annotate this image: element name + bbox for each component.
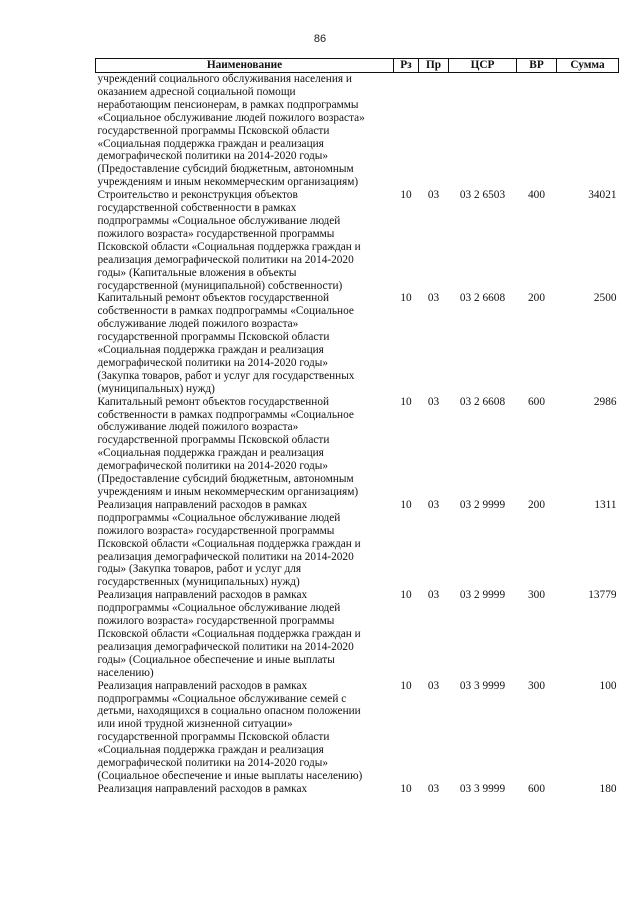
row-rz: 10	[400, 782, 412, 795]
row-csr: 03 3 9999	[459, 782, 506, 795]
row-vr: 600	[528, 395, 545, 408]
row-name: Реализация направлений расходов в рамках подпрограммы «Социальное обслуживание людей пожилого возраста» государственной программы Псковской области «Социальная поддержка граждан и реализация демографической политики на 2014-2020 годы» (Закупка товаров, работ и услуг для государственных (муниципальных) нужд)	[97, 498, 361, 589]
header-csr: ЦСР	[449, 59, 517, 73]
row-pr: 03	[427, 498, 440, 511]
row-vr: 200	[528, 498, 545, 511]
row-rz: 10	[400, 589, 412, 602]
row-sum: 34021	[588, 189, 617, 202]
table-row	[96, 680, 619, 783]
table-row	[96, 292, 619, 395]
row-csr: 03 2 9999	[459, 589, 506, 602]
table-row	[96, 189, 619, 292]
row-pr: 03	[427, 292, 440, 305]
row-name: Строительство и реконструкция объектов государственной собственности в рамках подпрограммы «Социальное обслуживание людей пожилого возраста» государственной программы Псковской области «Социальная поддержка граждан и реализация демографической политики на 2014-2020 годы» (Капитальные вложения в объекты государственной (муниципальной) собственности)	[97, 189, 361, 292]
row-name: Реализация направлений расходов в рамках	[97, 782, 308, 795]
row-rz: 10	[400, 679, 412, 692]
row-sum: 180	[599, 782, 617, 795]
row-vr	[517, 73, 557, 190]
row-rz	[394, 73, 419, 190]
row-pr: 03	[427, 782, 440, 795]
row-name: Капитальный ремонт объектов государственной собственности в рамках подпрограммы «Социальное обслуживание людей пожилого возраста» государственной программы Псковской области «Социальная поддержка граждан и реализация демографической политики на 2014-2020 годы» (Предоставление субсидий бюджетным, автономным учреждениям и иным некоммерческим организациям)	[97, 395, 359, 498]
row-csr: 03 2 6608	[459, 395, 506, 408]
row-rz: 10	[400, 498, 412, 511]
row-csr	[449, 73, 517, 190]
header-name: Наименование	[96, 59, 394, 73]
row-name: Реализация направлений расходов в рамках подпрограммы «Социальное обслуживание людей пожилого возраста» государственной программы Псковской области «Социальная поддержка граждан и реализация демографической политики на 2014-2020 годы» (Социальное обеспечение и иные выплаты населению)	[97, 589, 361, 679]
row-csr: 03 2 6503	[459, 189, 506, 202]
row-vr: 300	[528, 589, 545, 602]
row-vr: 200	[528, 292, 545, 305]
table-row	[96, 73, 619, 190]
row-sum: 2500	[593, 292, 617, 305]
row-sum: 13779	[588, 589, 617, 602]
row-sum: 100	[599, 679, 617, 692]
row-pr: 03	[427, 679, 440, 692]
row-vr: 600	[528, 782, 545, 795]
header-row	[96, 59, 619, 73]
row-sum	[557, 73, 619, 190]
row-pr: 03	[427, 395, 440, 408]
table-row	[96, 783, 619, 796]
table-body	[96, 73, 619, 796]
row-vr: 300	[528, 679, 545, 692]
row-csr: 03 3 9999	[459, 679, 506, 692]
row-csr: 03 2 9999	[459, 498, 506, 511]
header-vr: ВР	[517, 59, 557, 73]
row-sum: 1311	[594, 498, 617, 511]
row-sum: 2986	[593, 395, 617, 408]
row-pr: 03	[427, 189, 440, 202]
row-rz: 10	[400, 189, 412, 202]
header-sum: Сумма	[557, 59, 619, 73]
page-number: 86	[313, 33, 327, 45]
header-pr: Пр	[419, 59, 449, 73]
table-header	[96, 59, 619, 73]
header-rz: Рз	[394, 59, 419, 73]
row-vr: 400	[528, 189, 545, 202]
row-name: Реализация направлений расходов в рамках подпрограммы «Социальное обслуживание семей с детьми, находящихся в социально опасном положении или иной трудной жизненной ситуации» государственной программы Псковской области «Социальная поддержка граждан и реализация демографической политики на 2014-2020 годы» (Социальное обеспечение и иные выплаты населению)	[97, 679, 363, 782]
row-name: учреждений социального обслуживания населения и оказанием адресной социальной помощи неработающим пенсионерам, в рамках подпрограммы «Социальное обслуживание людей пожилого возраста» государственной программы Псковской области «Социальная поддержка граждан и реализация демографической политики на 2014-2020 годы» (Предоставление субсидий бюджетным, автономным учреждениям и иным некоммерческим организациям)	[97, 73, 365, 189]
table-row	[96, 589, 619, 679]
table-row	[96, 396, 619, 499]
row-pr	[419, 73, 449, 190]
row-rz: 10	[400, 395, 412, 408]
row-pr: 03	[427, 589, 440, 602]
row-name: Капитальный ремонт объектов государственной собственности в рамках подпрограммы «Социальное обслуживание людей пожилого возраста» государственной программы Псковской области «Социальная поддержка граждан и реализация демографической политики на 2014-2020 годы» (Закупка товаров, работ и услуг для государственных (муниципальных) нужд)	[97, 292, 355, 395]
budget-table	[95, 58, 619, 796]
row-csr: 03 2 6608	[459, 292, 506, 305]
table-row	[96, 499, 619, 589]
row-rz: 10	[400, 292, 412, 305]
